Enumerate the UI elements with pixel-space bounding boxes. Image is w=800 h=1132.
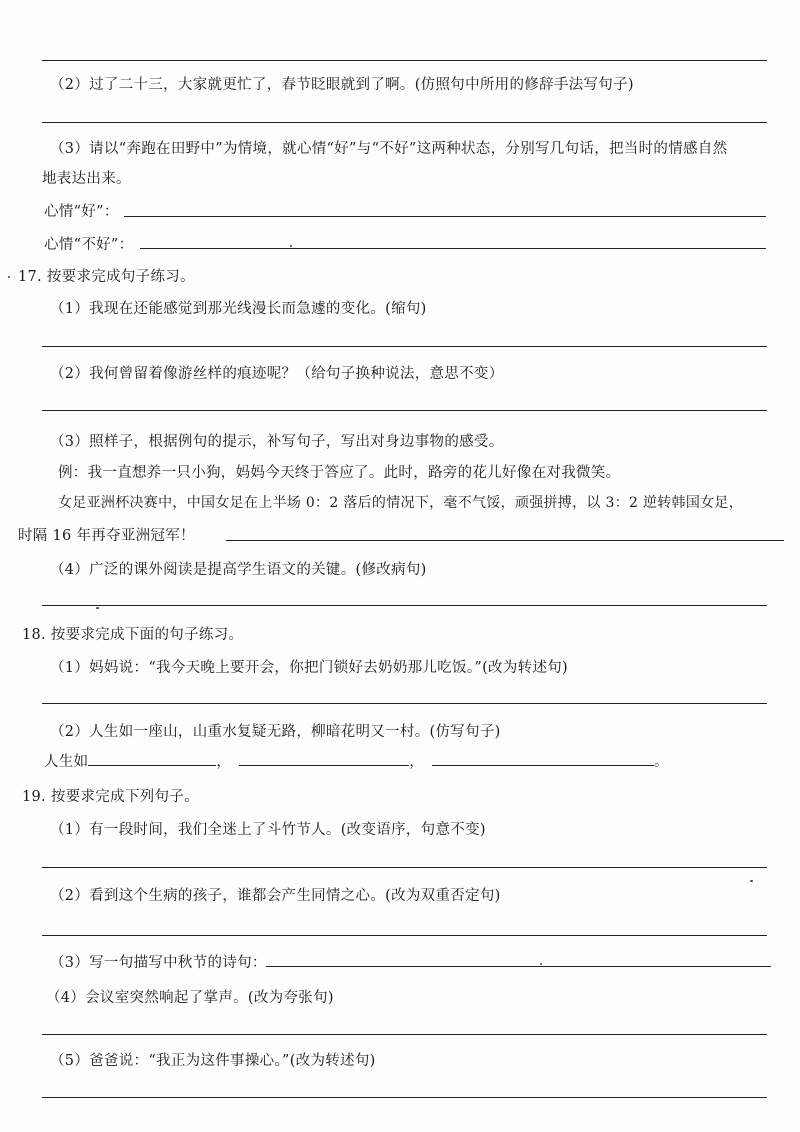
q17-item-4: （4）广泛的课外阅读是提高学生语文的关键。(修改病句) [50,562,427,578]
q16-item-3-line1: （3）请以“奔跑在田野中”为情境，就心情“好”与“不好”这两种状态，分别写几句话，把当时的情感自然 [50,141,728,157]
q18-title: 18. 按要求完成下面的句子练习。 [22,627,244,643]
q16-bad-mood-label: 心情“不好”： [44,237,134,253]
imitate-comma-2: ， [409,754,425,770]
answer-line-q19-5[interactable] [42,1097,767,1098]
answer-line-q19-1[interactable] [42,867,767,868]
imitate-prefix: 人生如 [44,754,89,770]
q17-sentence-line1: 女足亚洲杯决赛中，中国女足在上半场 0：2 落后的情况下，毫不气馁，顽强拼搏，以 3：2 逆转韩国女足， [58,495,744,511]
answer-line-q17-1[interactable] [42,346,767,347]
answer-line-q16-2[interactable] [42,122,767,123]
answer-line-q17-2[interactable] [42,410,767,411]
q17-item-2: （2）我何曾留着像游丝样的痕迹呢？（给句子换种说法，意思不变） [50,366,504,382]
q17-item-3: （3）照样子，根据例句的提示，补写句子，写出对身边事物的感受。 [50,434,504,450]
scan-speck [540,963,542,965]
scan-speck [290,245,292,247]
q16-item-3-line2: 地表达出来。 [42,171,131,187]
q19-title: 19. 按要求完成下列句子。 [22,789,199,805]
q19-item-5: （5）爸爸说：“我正为这件事操心。”(改为转述句) [50,1053,376,1069]
imitate-blank-2[interactable] [239,751,409,766]
answer-line-q17-4[interactable] [42,605,767,606]
q18-item-1: （1）妈妈说：“我今天晚上要开会，你把门锁好去奶奶那儿吃饭。”(改为转述句) [50,660,569,676]
q17-sentence-line2: 时隔 16 年再夺亚洲冠军！ [18,528,195,544]
q16-good-mood-label: 心情“好”： [44,204,119,220]
q17-item-1: （1）我现在还能感觉到那光线漫长而急遽的变化。(缩句) [50,301,427,317]
q18-imitate-row [44,750,669,771]
scan-speck [96,607,99,609]
q17-title: 17. 按要求完成句子练习。 [18,269,195,285]
q19-item-3: （3）写一句描写中秋节的诗句： [50,955,267,971]
q19-item-1: （1）有一段时间，我们全迷上了斗竹节人。(改变语序，句意不变) [50,822,486,838]
q17-example: 例：我一直想养一只小狗，妈妈今天终于答应了。此时，路旁的花儿好像在对我微笑。 [58,465,621,481]
answer-line-q17-3[interactable] [226,540,784,541]
q19-item-4: （4）会议室突然响起了掌声。(改为夸张句) [46,990,334,1006]
imitate-blank-3[interactable] [432,751,654,766]
q16-item-2: （2）过了二十三，大家就更忙了，春节眨眼就到了啊。(仿照句中所用的修辞手法写句子) [50,77,634,93]
answer-line-q18-1[interactable] [42,703,767,704]
answer-line-bad-mood[interactable] [140,248,766,249]
answer-line-q19-4[interactable] [42,1034,767,1035]
q18-item-2: （2）人生如一座山，山重水复疑无路，柳暗花明又一村。(仿写句子) [50,724,501,740]
q19-item-2: （2）看到这个生病的孩子，谁都会产生同情之心。(改为双重否定句) [50,888,501,904]
answer-line-q19-3[interactable] [266,966,771,967]
imitate-comma-1: ， [216,754,232,770]
answer-line-q19-2[interactable] [42,935,767,936]
answer-line-q16-1[interactable] [42,60,767,61]
imitate-blank-1[interactable] [88,751,216,766]
answer-line-good-mood[interactable] [124,216,766,217]
scan-speck [750,880,753,882]
scan-speck [8,276,10,278]
imitate-period: 。 [654,754,669,770]
